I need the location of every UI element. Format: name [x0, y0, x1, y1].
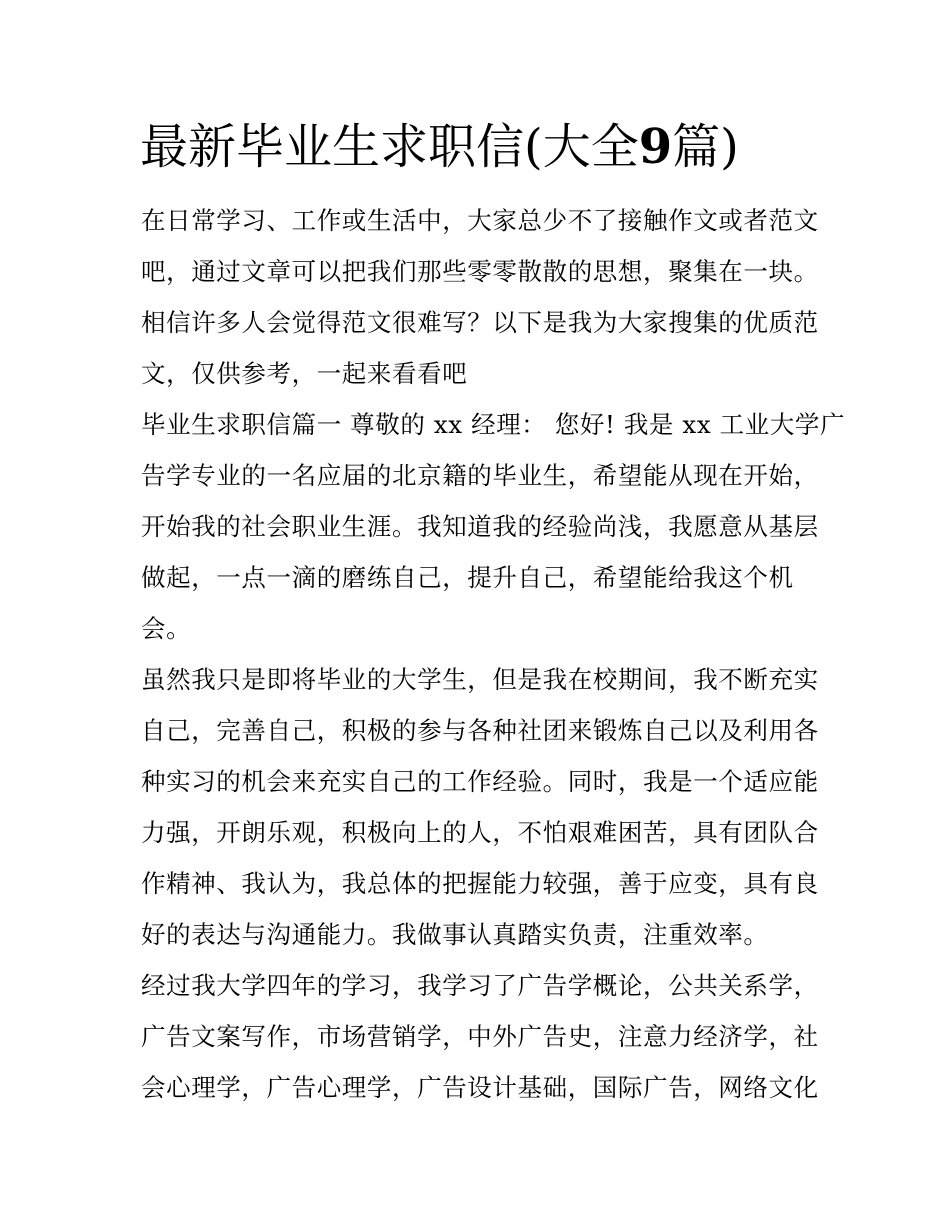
document-title — [140, 116, 840, 178]
title-prefix: 最新毕业生求职信(大全 — [140, 119, 639, 175]
text-line: 开始我的社会职业生涯。我知道我的经验尚浅，我愿意从基层 — [141, 512, 819, 541]
text-line: 会。 — [141, 614, 192, 643]
text-line: 吧，通过文章可以把我们那些零零散散的思想，聚集在一块。 — [141, 257, 819, 286]
text-line: 会心理学，广告心理学，广告设计基础，国际广告，网络文化 — [141, 1073, 819, 1102]
text-line: 相信许多人会觉得范文很难写？以下是我为大家搜集的优质范 — [141, 308, 819, 337]
text-line: 种实习的机会来充实自己的工作经验。同时，我是一个适应能 — [141, 767, 819, 796]
text-line: 在日常学习、工作或生活中，大家总少不了接触作文或者范文 — [141, 206, 819, 235]
text-line: 文，仅供参考，一起来看看吧 — [141, 359, 468, 388]
text-line: 虽然我只是即将毕业的大学生，但是我在校期间，我不断充实 — [141, 665, 819, 694]
text-line: 做起，一点一滴的磨练自己，提升自己，希望能给我这个机 — [141, 563, 794, 592]
text-line: 毕业生求职信篇一 尊敬的 xx 经理： 您好! 我是 xx 工业大学广 — [141, 410, 846, 439]
title-number: 9 — [638, 119, 673, 175]
text-line: 经过我大学四年的学习，我学习了广告学概论，公共关系学， — [141, 971, 819, 1000]
title-suffix: 篇) — [672, 119, 739, 175]
text-line: 广告文案写作，市场营销学，中外广告史，注意力经济学，社 — [141, 1022, 819, 1051]
text-line: 告学专业的一名应届的北京籍的毕业生，希望能从现在开始， — [141, 461, 819, 490]
text-line: 力强，开朗乐观，积极向上的人，不怕艰难困苦，具有团队合 — [141, 818, 819, 847]
text-line: 作精神、我认为，我总体的把握能力较强，善于应变，具有良 — [141, 869, 819, 898]
text-line: 好的表达与沟通能力。我做事认真踏实负责，注重效率。 — [141, 920, 769, 949]
text-line: 自己，完善自己，积极的参与各种社团来锻炼自己以及利用各 — [141, 716, 819, 745]
